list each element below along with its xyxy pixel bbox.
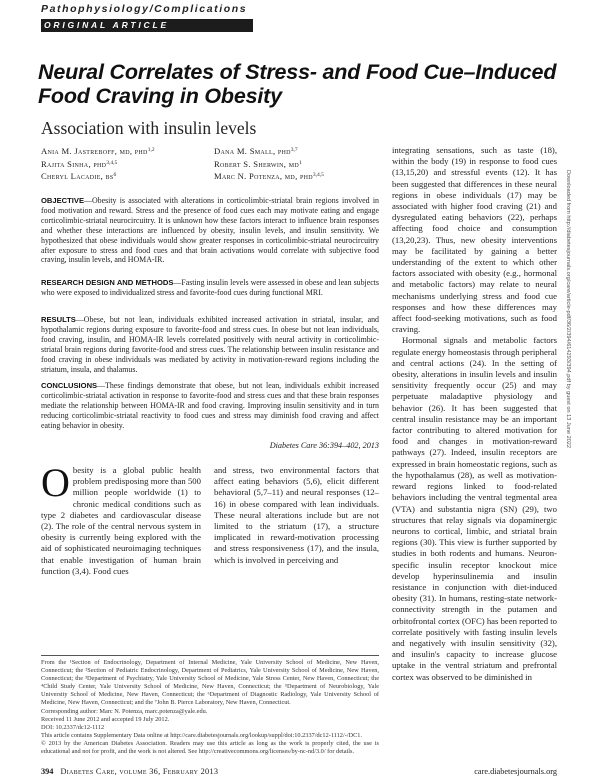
body-column-3 bbox=[392, 145, 557, 683]
page-footer bbox=[41, 767, 557, 776]
page-number: 394 bbox=[41, 767, 54, 776]
supplementary-note: This article contains Supplementary Data online at http://care.diabetesjournals.org/lookup/suppl/doi:10.2337/dc12-1112/-/DC1. bbox=[41, 731, 363, 739]
author: Robert S. Sherwin, $md^1$ bbox=[214, 158, 302, 169]
received-date: Received 11 June 2012 and accepted 19 July 2012. bbox=[41, 715, 170, 723]
abstract-results: RESULTS—Obese, but not lean, individuals exhibited increased activation in striatal, insular, and hypothalamic regions during exposure to favorite-food and stress cues. In obese but not lean individuals, food craving, insulin, and HOMA-IR levels correlated positively with neural activity in corticolimbic-striatal brain regions during favorite-food and stress cues. The relationship between insulin resistance and food craving in obese individuals was mediated by activity in motivation-reward regions including the striatum, insula, and thalamus. bbox=[41, 315, 379, 374]
body-column-1 bbox=[41, 460, 201, 577]
doi: DOI: 10.2337/dc12-1112 bbox=[41, 723, 105, 731]
journal-website-link[interactable]: care.diabetesjournals.org bbox=[474, 767, 557, 776]
article-type-label: ORIGINAL ARTICLE bbox=[44, 20, 169, 30]
affiliations: From the ¹Section of Endocrinology, Department of Internal Medicine, Yale University School of Medicine, New Haven, Connecticut; the ²Section of Pediatric Endocrinology, Department of Pediatrics, Yale University School of Medicine, New Haven, Connecticut; the ³Department of Psychiatry, Yale University School of Medicine, Yale Stress Center, New Haven, Connecticut; the ⁴Child Study Center, Yale University School of Medicine, New Haven, Connecticut; the ⁵Department of Neurobiology, Yale University School of Medicine, New Haven, Connecticut; the ⁶Department of Diagnostic Radiology, Yale University School of Medicine, New Haven, Connecticut; and the ⁷John B. Pierce Laboratory, New Haven, Connecticut. bbox=[41, 659, 379, 707]
footnote-divider bbox=[41, 655, 379, 656]
download-watermark: Downloaded from http://diabetesjournals.org/care/article-pdf/36/2/394/614293/394.pdf by guest on 13 June 2022 bbox=[565, 170, 571, 449]
author: Rajita Sinha, phd$^{3,4,5}$ bbox=[41, 158, 118, 169]
author: Cheryl Lacadie, $bs^6$ bbox=[41, 171, 117, 181]
abstract-objective: OBJECTIVE—Obesity is associated with alterations in corticolimbic-striatal brain regions involved in food motivation and reward. Stress and the presence of food cues each may motivate eating and engage corticolimbic-striatal neurocircuitry. It is unknown how these factors interact to influence brain responses and whether these interactions are influenced by obesity, insulin levels, and insulin sensitivity. We hypothesized that obese individuals would show greater responses in corticolimbic-striatal neurocircuitry after exposure to stress and food cues and that brain activations would correlate with subjective food craving, insulin levels, and HOMA-IR. bbox=[41, 196, 379, 265]
corresponding-author: Corresponding author: Marc N. Potenza, marc.potenza@yale.edu. bbox=[41, 707, 208, 715]
body-text: and stress, two environmental factors that affect eating behaviors (5,6), elicit different behavioral (5,7–11) and neural responses (12–16) in obese compared with lean individuals. These neural alterations include but are not limited to the striatum (17), a structure implicated in reward-motivation processing and stress responsiveness (17), and the insula, which is involved in perceiving and bbox=[214, 465, 379, 565]
footnotes bbox=[41, 659, 379, 756]
body-text: besity is a global public health problem predisposing more than 500 million people worldwide (1) to chronic medical conditions such as type 2 diabetes and cardiovascular disease (2). The role of the central nervous system in obesity is currently being explored with the aid of sophisticated neuroimaging techniques that enable investigation of human brain function (3,4). Food cues bbox=[41, 465, 201, 576]
journal-issue: Diabetes Care, volume 36, February 2013 bbox=[60, 767, 219, 776]
journal-citation: Diabetes Care 36:394–402, 2013 bbox=[269, 441, 379, 450]
abstract-design: RESEARCH DESIGN AND METHODS—Fasting insulin levels were assessed in obese and lean subjects who were exposed to individualized stress and favorite-food cues during functional MRI. bbox=[41, 278, 379, 297]
body-column-2 bbox=[214, 465, 379, 566]
author-list-right bbox=[214, 145, 324, 183]
article-subtitle: Association with insulin levels bbox=[41, 118, 257, 138]
author: Marc N. Potenza, md, phd$^{3,4,5}$ bbox=[214, 171, 324, 181]
article-title: Neural Correlates of Stress- and Food Cue–Induced Food Craving in Obesity bbox=[38, 60, 557, 108]
author: Dana M. Small, phd$^{3,7}$ bbox=[214, 146, 298, 156]
copyright-notice: © 2013 by the American Diabetes Association. Readers may use this article as long as the work is properly cited, the use is educational and not for profit, and the work is not altered. See http://creativecommons.org/licenses/by-nc-nd/3.0/ for details. bbox=[41, 739, 379, 756]
body-paragraph: integrating sensations, such as taste (18), within the body (19) in response to food cues (13,15,20) and stressful events (12). It has been suggested that differences in these neural regions in obese individuals (17) may be associated with higher food craving (21) and dysregulated eating behaviors (22), perhaps affecting food choice and consumption (13,20,23). Thus, new obesity interventions may be facilitated by gaining a better understanding of the extent to which other factors associated with obesity (e.g., hormonal and metabolic factors) may relate to neural mechanisms underlying stress and food cue responses and how these differences may affect food-seeking motivations, such as food craving. bbox=[392, 145, 557, 335]
abstract-conclusions: CONCLUSIONS—These findings demonstrate that obese, but not lean, individuals exhibit increased corticolimbic-striatal activation in response to favorite-food and stress cues and that these brain responses mediate the relationship between HOMA-IR and food craving. Improving insulin sensitivity and in turn reducing corticolimbic-striatal reactivity to food cues and stress may diminish food craving and affect eating behavior in obesity. bbox=[41, 381, 379, 430]
article-type-banner bbox=[41, 19, 253, 32]
author-list-left bbox=[41, 145, 155, 183]
category-label: Pathophysiology/Complications bbox=[41, 3, 248, 15]
body-paragraph: Hormonal signals and metabolic factors regulate energy homeostasis through peripheral and central actions (24). In the setting of obesity, alterations in insulin levels and insulin sensitivity frequently occur (25) and may perpetuate maladaptive physiology and behavior (26). It has been suggested that central insulin resistance may be an important factor contributing to altered motivation for food and changes in motivation-reward pathways (27). Indeed, insulin receptors are expressed in brain homeostatic regions, such as the hypothalamus (28), as well as motivation-reward regions linked to food-related behaviors including the ventral tegmental area (VTA) and substantia nigra (SN) (29), two structures that relay signals via dopaminergic neurons to cortical, limbic, and striatal brain regions (30). This view is further supported by studies in both rodents and humans. Neuron-specific insulin receptor knockout mice develop hyperinsulinemia and insulin resistance in conjunction with diet-induced obesity (31). In humans, resting-state network-connectivity strength in the putamen and orbitofrontal cortex (OFC) has been reported to correlate positively with fasting insulin levels and negatively with insulin sensitivity (32), and insulin's capacity to increase glucose uptake in the ventral striatum and prefrontal cortex was observed to be diminished in bbox=[392, 335, 558, 682]
author: Ania M. Jastreboff, md, phd$^{1,2}$ bbox=[41, 146, 155, 156]
drop-cap: O bbox=[41, 460, 70, 505]
